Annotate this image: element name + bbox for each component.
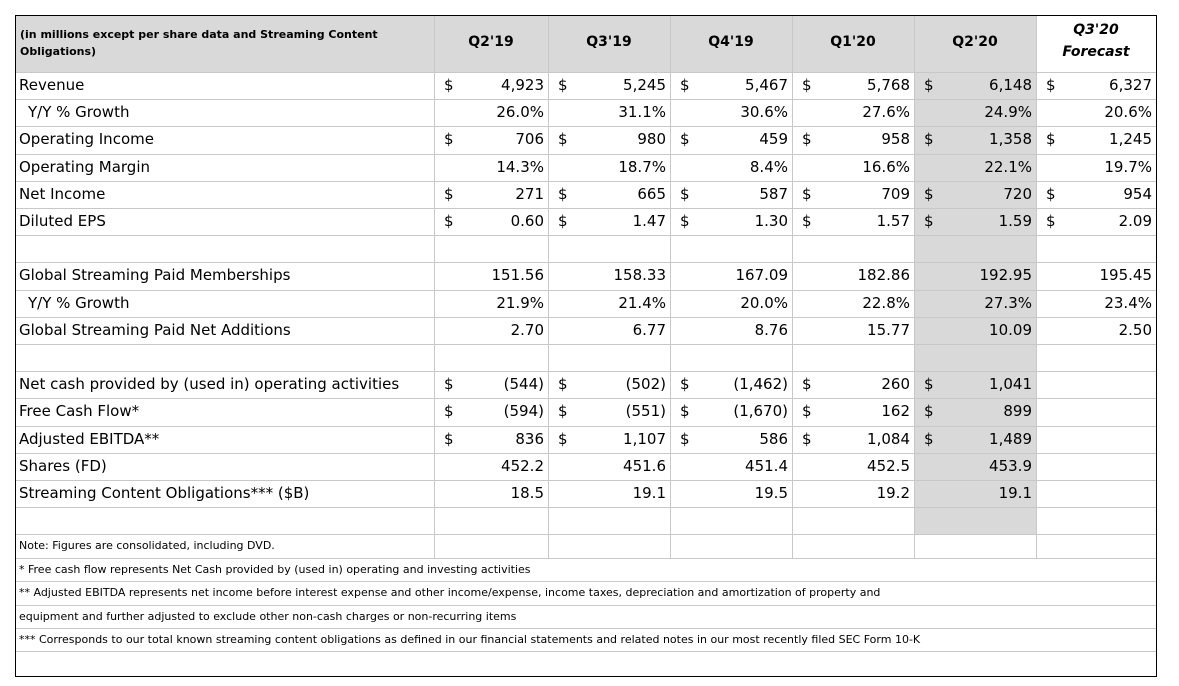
row-divider [16,344,1156,345]
dollar-sign: $ [1046,130,1056,149]
dollar-sign: $ [802,212,812,230]
row-label: Y/Y % Growth [28,293,130,312]
table-cell-value: 1.30 [754,212,788,230]
footnote: *** Corresponds to our total known streaming content obligations as defined in our financial statements and related notes in our most recently filed SEC Form 10-K [19,633,921,646]
period-header-q120: Q1'20 [830,34,876,50]
table-cell-value: 2.09 [1118,212,1152,230]
dollar-sign: $ [924,130,934,149]
row-divider [16,235,1156,236]
table-cell-value: 5,768 [867,76,910,94]
period-header-q419: Q4'19 [708,34,754,50]
table-cell-value: 958 [881,130,910,149]
table-cell-value: 271 [515,184,544,203]
table-cell-value: 14.3% [496,157,544,176]
table-cell-value: 1,107 [623,429,666,448]
table-cell-value: (1,462) [733,375,788,394]
dollar-sign: $ [444,184,454,203]
table-cell-value: 20.0% [740,293,788,312]
table-cell-value: 665 [637,184,666,203]
table-cell-value: 453.9 [989,456,1032,475]
table-cell-value: (551) [625,402,666,421]
table-cell-value: (594) [503,402,544,421]
table-cell-value: 30.6% [740,103,788,122]
row-label: Revenue [19,76,85,94]
table-cell-value: 19.5 [754,484,788,502]
dollar-sign: $ [1046,184,1056,203]
table-cell-value: 16.6% [862,157,910,176]
table-cell-value: (502) [625,375,666,394]
table-cell-value: 23.4% [1104,293,1152,312]
table-cell-value: 22.8% [862,293,910,312]
footnote: Note: Figures are consolidated, including DVD. [19,539,275,553]
row-label: Net Income [19,184,106,203]
table-cell-value: 2.70 [510,320,544,339]
dollar-sign: $ [802,130,812,149]
table-cell-value: 586 [759,429,788,448]
table-cell-value: 1,358 [989,130,1032,149]
table-cell-value: 151.56 [491,266,544,285]
table-cell-value: 158.33 [613,266,666,285]
table-cell-value: 192.95 [979,266,1032,285]
dollar-sign: $ [1046,76,1056,94]
table-cell-value: 1,041 [989,375,1032,394]
table-cell-value: 182.86 [857,266,910,285]
table-cell-value: 709 [881,184,910,203]
dollar-sign: $ [680,130,690,149]
dollar-sign: $ [924,76,934,94]
table-cell-value: 1.59 [998,212,1032,230]
table-cell-value: 8.4% [749,157,788,176]
dollar-sign: $ [802,76,812,94]
table-cell-value: 720 [1003,184,1032,203]
table-cell-value: 451.4 [745,456,788,475]
table-cell-value: 954 [1123,184,1152,203]
footnote: * Free cash flow represents Net Cash provided by (used in) operating and investing activities [19,562,531,576]
dollar-sign: $ [558,130,568,149]
row-label: Global Streaming Paid Net Additions [19,320,291,339]
table-cell-value: 260 [881,375,910,394]
table-cell-value: 899 [1003,402,1032,421]
table-cell-value: 21.9% [496,293,544,312]
row-label: Diluted EPS [19,212,106,230]
table-cell-value: (544) [503,375,544,394]
forecast-period-label: Q3'20 [1073,22,1119,38]
table-cell-value: 587 [759,184,788,203]
row-label: Y/Y % Growth [28,103,130,122]
note-divider [16,651,1156,652]
row-label: Operating Margin [19,157,150,176]
table-cell-value: 4,923 [501,76,544,94]
dollar-sign: $ [444,402,454,421]
table-cell-value: 167.09 [735,266,788,285]
table-cell-value: (1,670) [733,402,788,421]
table-cell-value: 2.50 [1118,320,1152,339]
table-cell-value: 15.77 [867,320,910,339]
financial-summary-table [15,15,1157,677]
table-cell-value: 19.7% [1104,157,1152,176]
period-header-q319: Q3'19 [586,34,632,50]
dollar-sign: $ [802,375,812,394]
dollar-sign: $ [558,76,568,94]
forecast-label: Forecast [1062,44,1130,60]
table-cell-value: 1.57 [876,212,910,230]
dollar-sign: $ [924,429,934,448]
row-label: Global Streaming Paid Memberships [19,266,291,285]
dollar-sign: $ [558,184,568,203]
dollar-sign: $ [680,184,690,203]
period-header-q220: Q2'20 [952,34,998,50]
table-cell-value: 8.76 [754,320,788,339]
dollar-sign: $ [558,429,568,448]
table-cell-value: 19.1 [632,484,666,502]
table-cell-value: 21.4% [618,293,666,312]
table-cell-value: 26.0% [496,103,544,122]
dollar-sign: $ [802,402,812,421]
dollar-sign: $ [680,212,690,230]
table-cell-value: 451.6 [623,456,666,475]
table-cell-value: 452.2 [501,456,544,475]
table-cell-value: 20.6% [1104,103,1152,122]
header-scope-label: (in millions except per share data and Streaming Content Obligations) [20,28,378,58]
dollar-sign: $ [680,429,690,448]
table-cell-value: 5,467 [745,76,788,94]
period-header-q320 [1036,19,1156,63]
dollar-sign: $ [444,130,454,149]
row-label: Net cash provided by (used in) operating activities [19,375,400,394]
dollar-sign: $ [680,402,690,421]
row-label: Shares (FD) [19,456,107,475]
dollar-sign: $ [444,375,454,394]
footnote: ** Adjusted EBITDA represents net income before interest expense and other income/expense, income taxes, depreciation and amortization of property and [19,586,881,600]
dollar-sign: $ [558,402,568,421]
dollar-sign: $ [444,429,454,448]
table-cell-value: 452.5 [867,456,910,475]
table-cell-value: 19.1 [998,484,1032,502]
table-cell-value: 5,245 [623,76,666,94]
table-cell-value: 6,148 [989,76,1032,94]
table-cell-value: 1,489 [989,429,1032,448]
footnote: equipment and further adjusted to exclude other non-cash charges or non-recurring items [19,609,517,623]
dollar-sign: $ [802,429,812,448]
table-cell-value: 1,245 [1109,130,1152,149]
table-cell-value: 1.47 [632,212,666,230]
table-cell-value: 6.77 [632,320,666,339]
row-label: Free Cash Flow* [19,402,140,421]
table-cell-value: 22.1% [984,157,1032,176]
table-cell-value: 27.6% [862,103,910,122]
table-cell-value: 980 [637,130,666,149]
table-cell-value: 6,327 [1109,76,1152,94]
table-cell-value: 18.7% [618,157,666,176]
table-cell-value: 195.45 [1099,266,1152,285]
table-cell-value: 19.2 [876,484,910,502]
row-label: Adjusted EBITDA** [19,429,160,448]
table-cell-value: 24.9% [984,103,1032,122]
dollar-sign: $ [924,212,934,230]
table-cell-value: 0.60 [510,212,544,230]
dollar-sign: $ [558,212,568,230]
table-cell-value: 836 [515,429,544,448]
dollar-sign: $ [924,184,934,203]
dollar-sign: $ [802,184,812,203]
row-label: Streaming Content Obligations*** ($B) [19,484,310,502]
dollar-sign: $ [680,76,690,94]
dollar-sign: $ [444,76,454,94]
period-header-q219: Q2'19 [468,34,514,50]
dollar-sign: $ [924,402,934,421]
table-cell-value: 31.1% [618,103,666,122]
dollar-sign: $ [680,375,690,394]
row-label: Operating Income [19,130,154,149]
table-cell-value: 1,084 [867,429,910,448]
dollar-sign: $ [444,212,454,230]
table-cell-value: 10.09 [989,320,1032,339]
table-cell-value: 18.5 [510,484,544,502]
dollar-sign: $ [924,375,934,394]
row-divider [16,507,1156,508]
table-cell-value: 27.3% [984,293,1032,312]
table-cell-value: 459 [759,130,788,149]
dollar-sign: $ [1046,212,1056,230]
dollar-sign: $ [558,375,568,394]
table-cell-value: 162 [881,402,910,421]
table-cell-value: 706 [515,130,544,149]
